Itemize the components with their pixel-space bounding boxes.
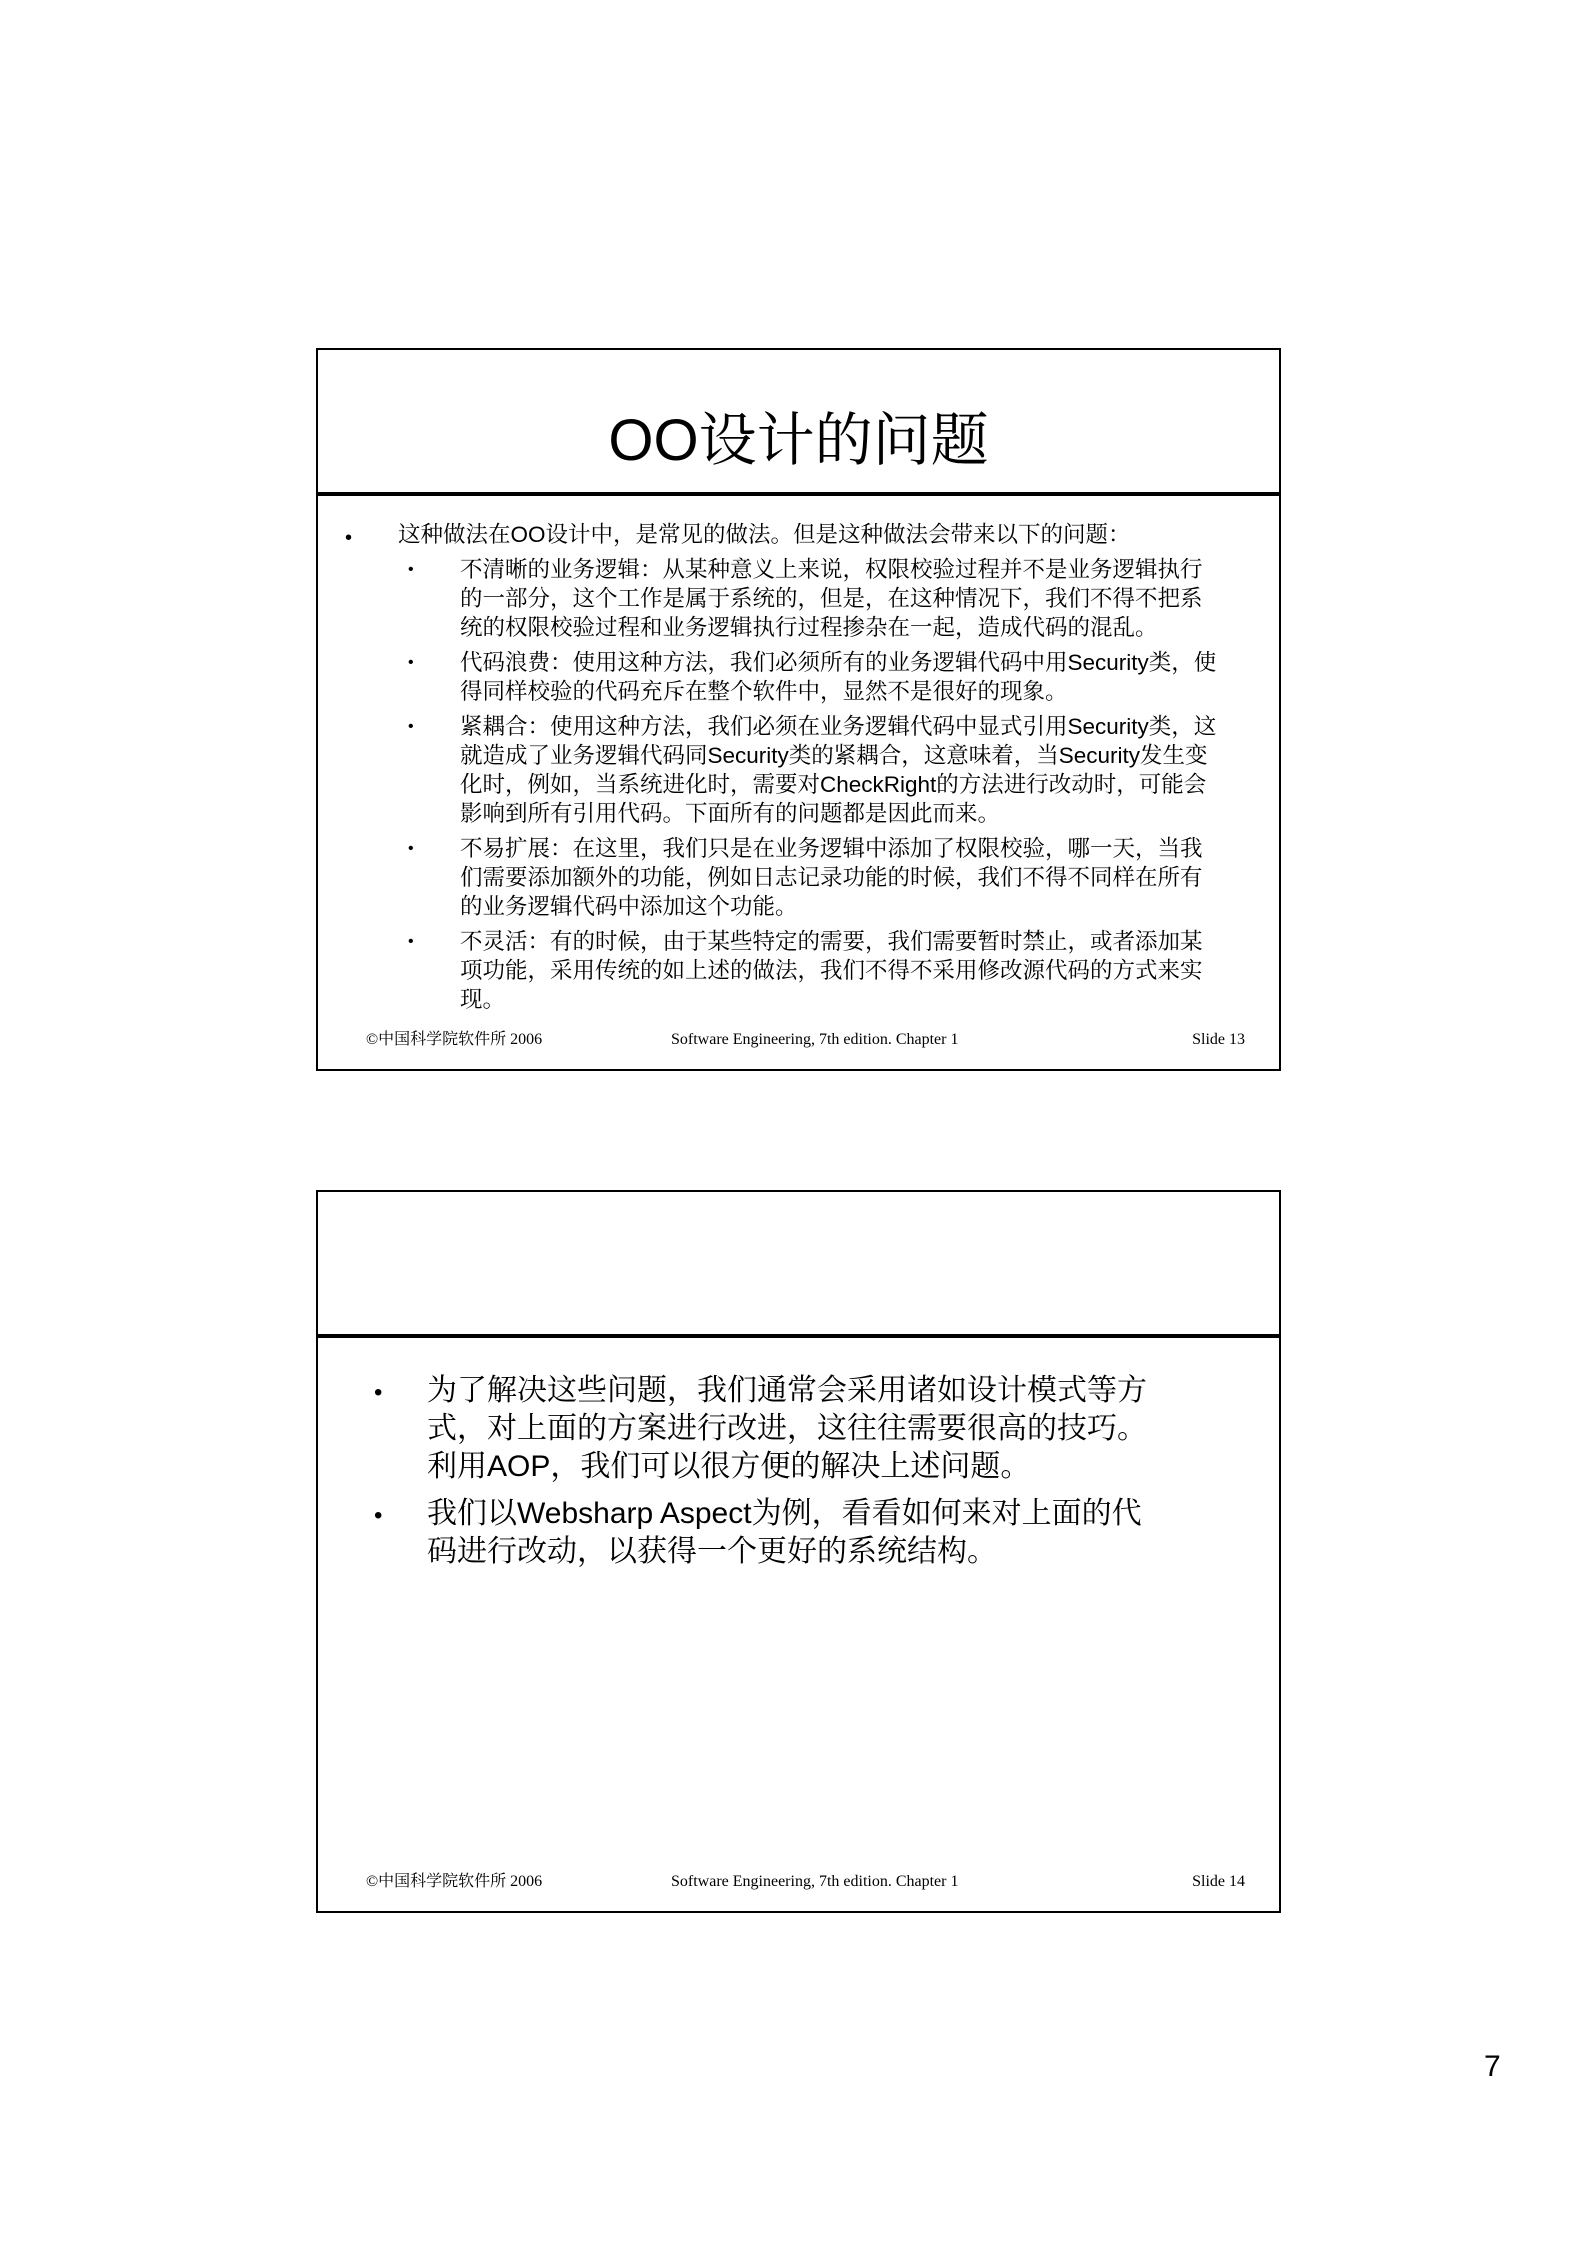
bullet-icon: •	[374, 1502, 383, 1529]
bullet-text-line: 利用AOP，我们可以很方便的解决上述问题。	[427, 1450, 1031, 1483]
bullet-item	[318, 1495, 1279, 1571]
bullet-text-line: 项功能，采用传统的如上述的做法，我们不得不采用修改源代码的方式来实	[460, 958, 1203, 983]
bullet-icon: •	[408, 933, 414, 950]
bullet-item	[318, 834, 1279, 921]
bullet-item	[318, 520, 1279, 549]
bullet-text: 这种做法在OO设计中，是常见的做法。但是这种做法会带来以下的问题：	[398, 522, 1131, 547]
slide-body	[318, 520, 1279, 1020]
bullet-icon: •	[374, 1379, 383, 1406]
bullet-text-line: 统的权限校验过程和业务逻辑执行过程掺杂在一起，造成代码的混乱。	[460, 615, 1158, 640]
bullet-text-line: 化时，例如，当系统进化时，需要对CheckRight的方法进行改动时，可能会	[460, 772, 1207, 797]
footer-copyright: ©中国科学院软件所 2006	[366, 1873, 543, 1890]
bullet-text-line: 的一部分，这个工作是属于系统的，但是，在这种情况下，我们不得不把系	[460, 586, 1203, 611]
bullet-text-line: 就造成了业务逻辑代码同Security类的紧耦合，这意味着，当Security发生变	[460, 743, 1208, 768]
title-divider	[318, 492, 1279, 496]
bullet-item	[318, 555, 1279, 642]
page-number: 7	[1484, 2050, 1501, 2083]
bullet-text-line: 码进行改动，以获得一个更好的系统结构。	[427, 1535, 997, 1568]
bullet-text-line: 得同样校验的代码充斥在整个软件中，显然不是很好的现象。	[460, 679, 1068, 704]
bullet-text-line: 不清晰的业务逻辑：从某种意义上来说，权限校验过程并不是业务逻辑执行	[460, 557, 1203, 582]
bullet-icon: •	[408, 718, 414, 735]
bullet-icon: •	[345, 527, 353, 549]
bullet-item	[318, 1372, 1279, 1486]
bullet-text-line: 为了解决这些问题，我们通常会采用诸如设计模式等方	[427, 1374, 1147, 1407]
bullet-text-line: 影响到所有引用代码。下面所有的问题都是因此而来。	[460, 801, 1001, 826]
bullet-text-line: 不易扩展：在这里，我们只是在业务逻辑中添加了权限校验，哪一天，当我	[460, 836, 1203, 861]
bullet-item	[318, 648, 1279, 706]
bullet-text-line: 紧耦合：使用这种方法，我们必须在业务逻辑代码中显式引用Security类，这	[460, 714, 1217, 739]
bullet-text-line: 现。	[460, 987, 506, 1012]
footer-book: Software Engineering, 7th edition. Chapter 1	[671, 1031, 959, 1048]
bullet-text-line: 式，对上面的方案进行改进，这往往需要很高的技巧。	[427, 1412, 1147, 1445]
bullet-text-line: 的业务逻辑代码中添加这个功能。	[460, 894, 798, 919]
title-divider	[318, 1334, 1279, 1338]
footer-book: Software Engineering, 7th edition. Chapter 1	[671, 1873, 959, 1890]
bullet-icon: •	[408, 654, 414, 671]
slide-14	[316, 1190, 1281, 1913]
bullet-item	[318, 712, 1279, 828]
footer-slide-number: Slide 13	[1192, 1031, 1245, 1048]
slide-title: OO设计的问题	[608, 408, 989, 473]
bullet-text-line: 我们以Websharp Aspect为例，看看如何来对上面的代	[427, 1497, 1142, 1530]
bullet-icon: •	[408, 840, 414, 857]
bullet-icon: •	[408, 561, 414, 578]
bullet-text-line: 不灵活：有的时候，由于某些特定的需要，我们需要暂时禁止，或者添加某	[460, 929, 1203, 954]
bullet-text-line: 代码浪费：使用这种方法，我们必须所有的业务逻辑代码中用Security类，使	[460, 650, 1217, 675]
slide-body	[318, 1372, 1279, 1580]
footer-slide-number: Slide 14	[1192, 1873, 1245, 1890]
bullet-item	[318, 927, 1279, 1014]
footer-copyright: ©中国科学院软件所 2006	[366, 1031, 543, 1048]
bullet-text-line: 们需要添加额外的功能，例如日志记录功能的时候，我们不得不同样在所有	[460, 865, 1203, 890]
slide-13	[316, 348, 1281, 1071]
